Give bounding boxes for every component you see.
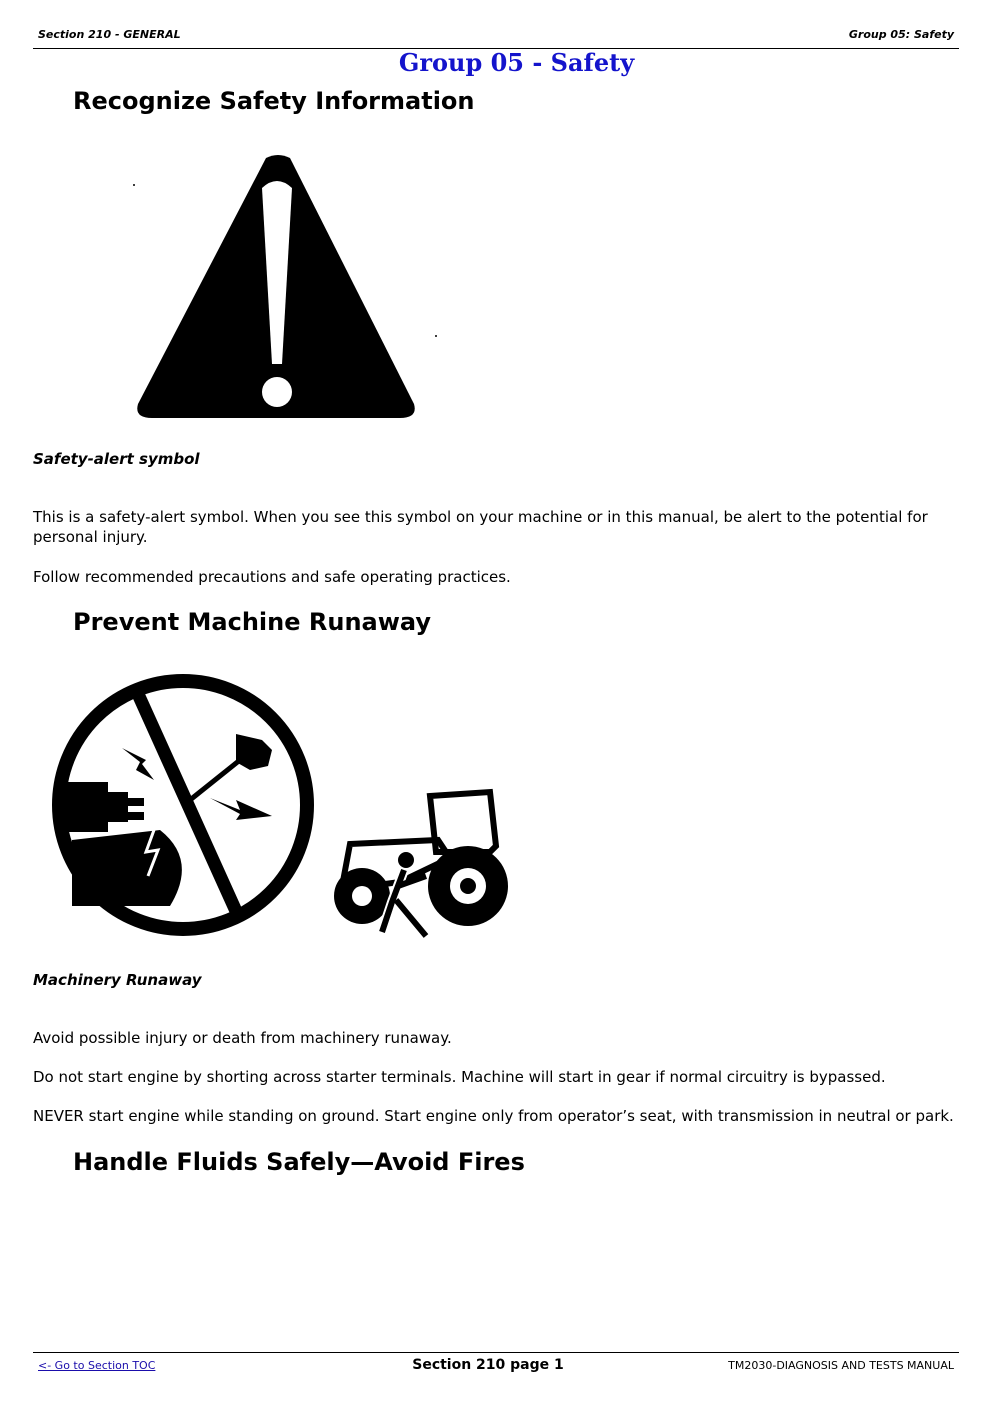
figure-caption: Machinery Runaway [33, 971, 202, 989]
paragraph: Follow recommended precautions and safe operating practices. [33, 568, 511, 586]
section-title-handle-fluids: Handle Fluids Safely—Avoid Fires [73, 1148, 525, 1176]
page-footer [33, 1352, 959, 1381]
figure-caption: Safety-alert symbol [33, 450, 200, 468]
group-title: Group 05 - Safety [398, 48, 635, 77]
page-number: Section 210 page 1 [412, 1357, 564, 1373]
page-header [33, 24, 959, 49]
paragraph: Avoid possible injury or death from machinery runaway. [33, 1029, 452, 1047]
paragraph: NEVER start engine while standing on ground. Start engine only from operator’s seat, with transmission in neutral or park. [33, 1107, 954, 1125]
tractor-runover-figure [330, 786, 515, 942]
paragraph: Do not start engine by shorting across starter terminals. Machine will start in gear if normal circuitry is bypassed. [33, 1068, 886, 1086]
safety-alert-figure [130, 152, 440, 420]
safety-alert-triangle-icon [130, 152, 440, 420]
header-group-label: Group 05: Safety [848, 28, 954, 41]
section-title-recognize-safety: Recognize Safety Information [73, 87, 475, 115]
manual-name: TM2030-DIAGNOSIS AND TESTS MANUAL [728, 1359, 954, 1372]
tractor-runover-icon [330, 786, 515, 942]
no-shorting-figure [50, 670, 318, 940]
paragraph: This is a safety-alert symbol. When you see this symbol on your machine or in this manual, be alert to the potential for personal injury. [33, 508, 928, 546]
go-to-section-toc-link[interactable]: <- Go to Section TOC [38, 1359, 156, 1372]
no-shorting-starter-icon [50, 670, 318, 940]
header-section-label: Section 210 - GENERAL [38, 28, 181, 41]
section-title-prevent-runaway: Prevent Machine Runaway [73, 608, 431, 636]
